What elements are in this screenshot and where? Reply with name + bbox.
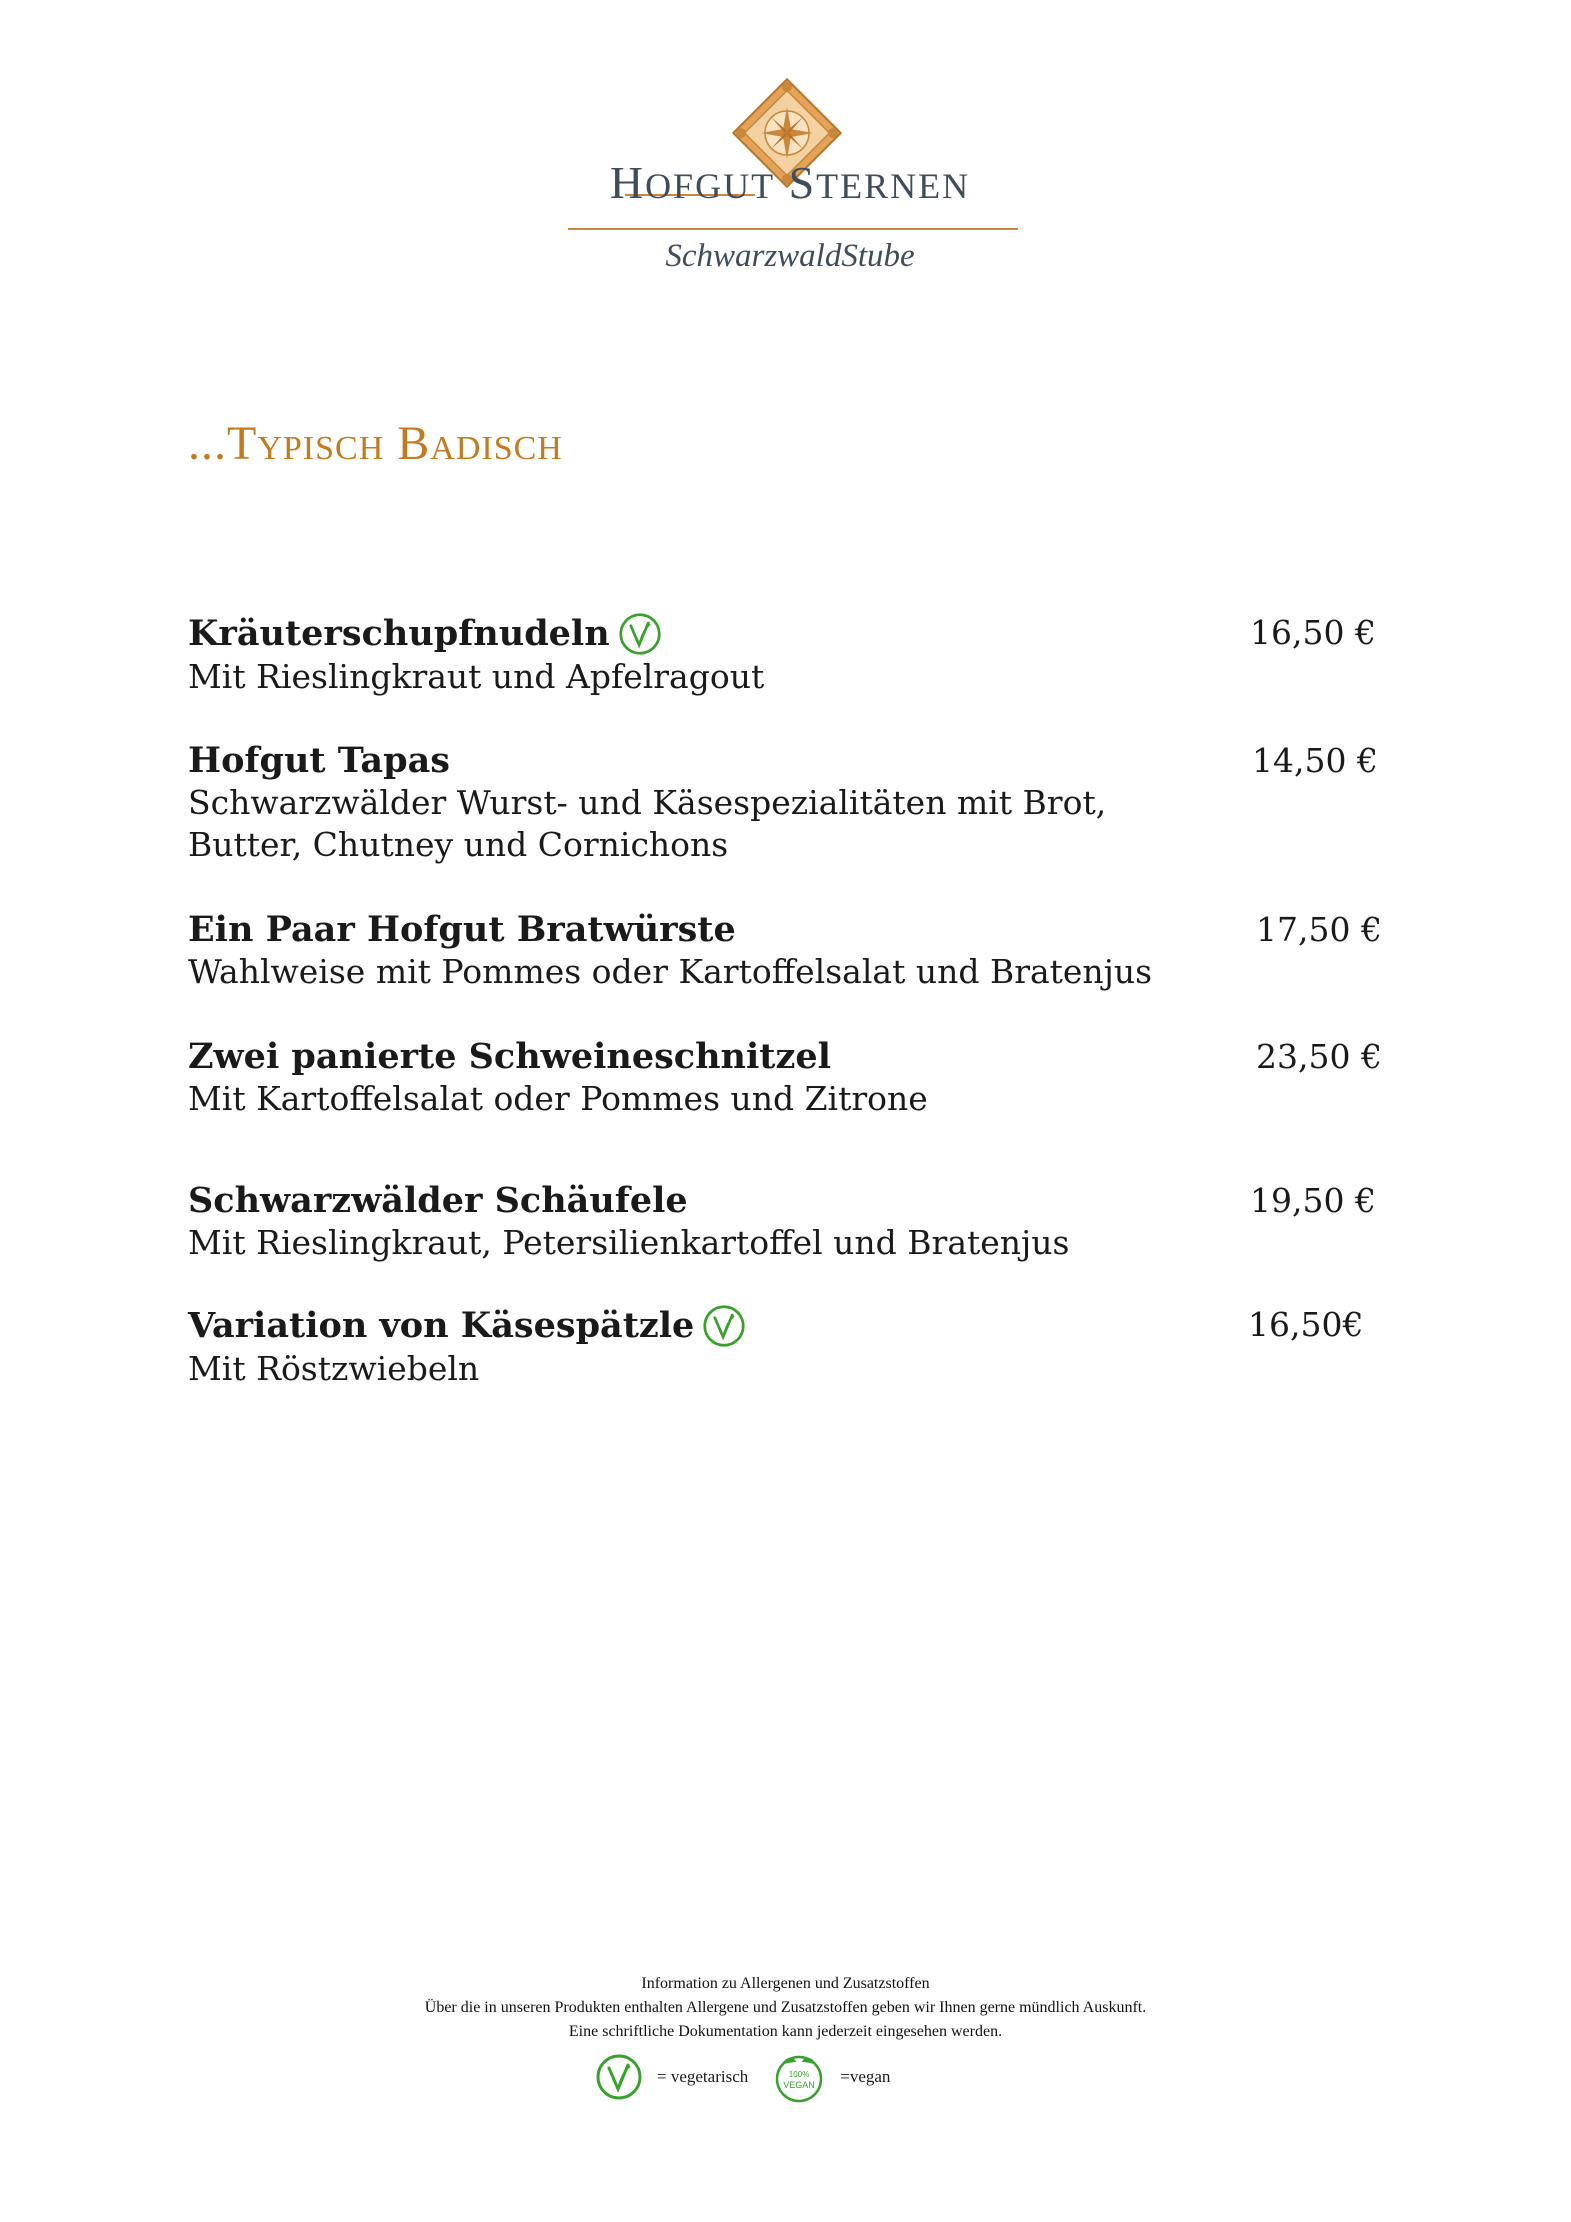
menu-item-description: Butter, Chutney und Cornichons <box>188 825 729 864</box>
menu-item-name <box>188 1180 1388 1222</box>
icon-legend <box>595 2050 914 2104</box>
menu-item-name-text: Hofgut Tapas <box>188 740 450 781</box>
allergen-info-text: Über die in unseren Produkten enthalten Allergene und Zusatzstoffen geben wir Ihnen gerne mündlich Auskunft. <box>424 1999 1147 2016</box>
menu-item-price: 17,50 € <box>1256 910 1382 949</box>
vegan-badge-bottom-text: VEGAN <box>783 2080 816 2090</box>
vegetarian-icon <box>702 1304 746 1348</box>
legend-vegan-label: =vegan <box>840 2067 891 2086</box>
menu-item-price: 23,50 € <box>1256 1037 1382 1076</box>
menu-item-name-text: Ein Paar Hofgut Bratwürste <box>188 909 736 950</box>
menu-item-name-text: Schwarzwälder Schäufele <box>188 1180 688 1221</box>
section-title: ...Typisch Badisch <box>188 417 563 470</box>
vegan-badge-icon <box>772 2050 826 2104</box>
menu-item-description: Mit Rieslingkraut, Petersilienkartoffel und Bratenjus <box>188 1223 1070 1262</box>
menu-item-price: 16,50 € <box>1250 613 1376 652</box>
menu-item-name <box>188 909 1388 951</box>
menu-item-name <box>188 1036 1388 1078</box>
allergen-info-note: Eine schriftliche Dokumentation kann jederzeit eingesehen werden. <box>568 2023 1003 2040</box>
menu-item-description: Schwarzwälder Wurst- und Käsespezialitäten mit Brot, <box>188 783 1107 822</box>
allergen-info <box>0 1972 1571 2044</box>
menu-item-description: Mit Röstzwiebeln <box>188 1349 480 1388</box>
menu-item <box>188 612 1388 698</box>
logo-title: HOFGUT STERNEN <box>609 157 971 208</box>
menu-item-description: Wahlweise mit Pommes oder Kartoffelsalat und Bratenjus <box>188 952 1153 991</box>
menu-item <box>188 740 1388 866</box>
allergen-info-title: Information zu Allergenen und Zusatzstoffen <box>641 1975 930 1992</box>
menu-item-name <box>188 1304 1388 1348</box>
menu-item-name-text: Zwei panierte Schweineschnitzel <box>188 1036 831 1077</box>
menu-item-description: Mit Rieslingkraut und Apfelragout <box>188 657 765 696</box>
vegetarian-icon <box>595 2053 643 2101</box>
vegetarian-icon <box>618 612 662 656</box>
menu-item-price: 19,50 € <box>1250 1181 1376 1220</box>
menu-item-name <box>188 740 1388 782</box>
legend-vegetarian-label: = vegetarisch <box>657 2067 749 2086</box>
menu-item <box>188 1304 1388 1390</box>
menu-item <box>188 909 1388 993</box>
menu-item-price: 14,50 € <box>1252 741 1378 780</box>
menu-item-name-text: Variation von Käsespätzle <box>188 1305 695 1346</box>
menu-item-name-text: Kräuterschupfnudeln <box>188 613 610 654</box>
menu-item-description: Mit Kartoffelsalat oder Pommes und Zitrone <box>188 1079 928 1118</box>
menu-item <box>188 1180 1388 1264</box>
logo-subtitle: SchwarzwaldStube <box>665 238 915 274</box>
vegan-badge-top-text: 100% <box>789 2070 810 2079</box>
menu-item <box>188 1036 1388 1120</box>
menu-item-name <box>188 612 1388 656</box>
menu-item-price: 16,50€ <box>1248 1305 1364 1344</box>
logo-rule-bottom <box>568 228 1018 230</box>
